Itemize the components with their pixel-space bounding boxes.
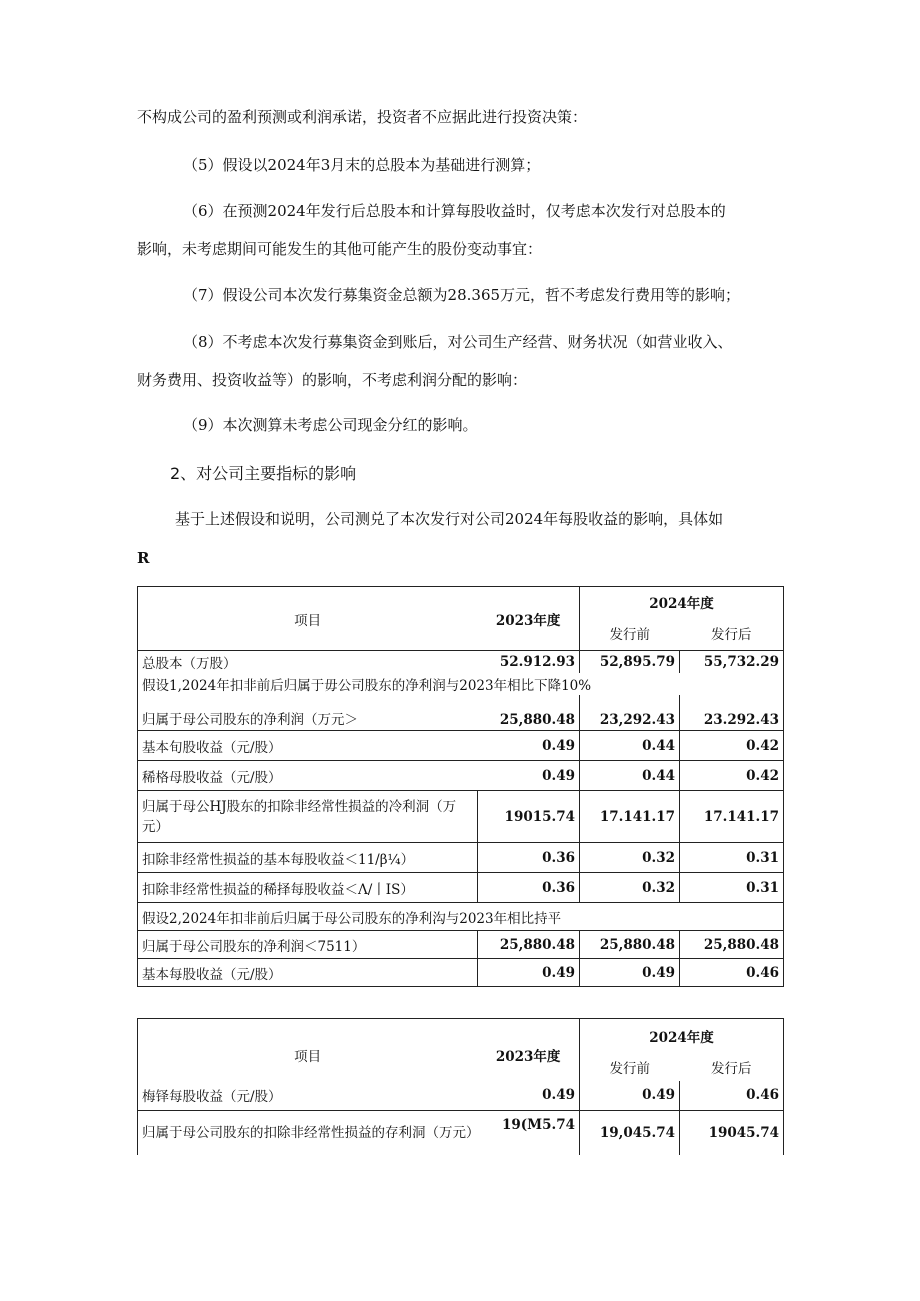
row-label: 基本每股收益（元/股） bbox=[138, 959, 478, 987]
assumption-8-line1: （8）不考虑本次发行募集资金到账后，对公司生产经营、财务状况（如营业收入、 bbox=[183, 333, 733, 351]
eps-table-1 bbox=[137, 586, 784, 987]
cell-after: 55,732.29 bbox=[680, 651, 784, 673]
table-row bbox=[138, 843, 784, 873]
cell-2023: 19015.74 bbox=[478, 791, 580, 843]
assumption-7: （7）假设公司本次发行募集资金总额为28.365万元，哲不考虑发行费用等的影响； bbox=[183, 286, 741, 304]
header-after: 发行后 bbox=[680, 617, 784, 651]
intro-line2: R bbox=[137, 549, 150, 567]
assumption-9: （9）本次测算未考虑公司现金分红的影响。 bbox=[183, 416, 478, 434]
header-after: 发行后 bbox=[680, 1053, 784, 1081]
table-row bbox=[138, 651, 784, 673]
table-row bbox=[138, 761, 784, 791]
assumption-5: （5）假设以2024年3月末的总股本为基础进行测算； bbox=[183, 156, 541, 174]
cell-before: 0.32 bbox=[580, 843, 680, 873]
header-2023: 2023年度 bbox=[495, 612, 561, 629]
intro-line1: 基于上述假设和说明，公司测兑了本次发行对公司2024年每股收益的影响，具体如 bbox=[175, 510, 724, 528]
cell-2023: 0.49 bbox=[478, 761, 580, 791]
table-row bbox=[138, 731, 784, 761]
header-before: 发行前 bbox=[580, 617, 680, 651]
cell-after: 17.141.17 bbox=[680, 791, 784, 843]
cell-2023: 0.49 bbox=[478, 959, 580, 987]
row-label: 梅铎每股收益（元/股） bbox=[138, 1081, 478, 1111]
cell-before: 19,045.74 bbox=[580, 1111, 680, 1155]
assumption-6-line2: 影响，未考虑期间可能发生的其他可能产生的股份变动事宜： bbox=[137, 240, 543, 258]
header-2023: 2023年度 bbox=[495, 1048, 561, 1065]
cell-2023: 0.36 bbox=[478, 873, 580, 903]
table-row bbox=[138, 873, 784, 903]
cell-after: 0.46 bbox=[680, 959, 784, 987]
row-label: 基本旬股收益（元/股） bbox=[138, 731, 478, 761]
header-2024: 2024年度 bbox=[580, 1019, 784, 1053]
eps-table-2 bbox=[137, 1018, 784, 1155]
cell-2023: 0.49 bbox=[478, 1081, 580, 1111]
cell-2023: 52.912.93 bbox=[478, 651, 580, 673]
table-row bbox=[138, 1081, 784, 1111]
cell-after: 19045.74 bbox=[680, 1111, 784, 1155]
table-row bbox=[138, 931, 784, 959]
cell-before: 0.44 bbox=[580, 761, 680, 791]
row-label: 扣除非经常性损益的稀择每股收益＜Λ/丨IS） bbox=[138, 873, 478, 903]
scenario-label: 假设2,2024年扣非前后归属于母公司股东的净利沟与2023年相比持平 bbox=[138, 903, 784, 931]
assumption-8-line2: 财务费用、投资收益等）的影响，不考虑利润分配的影响： bbox=[137, 371, 528, 389]
row-label: 归属于母公司股东的净利润（万元＞ bbox=[138, 695, 478, 731]
row-label: 稀格母股收益（元/股） bbox=[138, 761, 478, 791]
row-label: 归属于母公司股东的净利润＜7511） bbox=[138, 931, 478, 959]
header-before: 发行前 bbox=[580, 1053, 680, 1081]
cell-2023: 25,880.48 bbox=[478, 931, 580, 959]
cell-before: 0.32 bbox=[580, 873, 680, 903]
cell-2023: 25,880.48 bbox=[478, 695, 580, 731]
cell-after: 0.31 bbox=[680, 873, 784, 903]
cell-before: 0.44 bbox=[580, 731, 680, 761]
table-row bbox=[138, 695, 784, 731]
cell-2023: 19(M5.74 bbox=[478, 1111, 580, 1155]
cell-before: 0.49 bbox=[580, 959, 680, 987]
table-row bbox=[138, 1111, 784, 1155]
scenario-label: 假设1,2024年扣非前后归属于毋公司股东的净利润与2023年相比下降10% bbox=[138, 673, 784, 695]
header-item: 项目 bbox=[294, 612, 322, 629]
cell-after: 0.46 bbox=[680, 1081, 784, 1111]
cell-2023: 0.36 bbox=[478, 843, 580, 873]
cell-before: 25,880.48 bbox=[580, 931, 680, 959]
cell-after: 25,880.48 bbox=[680, 931, 784, 959]
header-item: 项目 bbox=[294, 1048, 322, 1065]
cell-before: 23,292.43 bbox=[580, 695, 680, 731]
cell-after: 0.31 bbox=[680, 843, 784, 873]
cell-after: 0.42 bbox=[680, 761, 784, 791]
header-2024: 2024年度 bbox=[580, 587, 784, 617]
table-row bbox=[138, 959, 784, 987]
cell-after: 0.42 bbox=[680, 731, 784, 761]
row-label: 归属于母公司股东的扣除非经常性损益的存利洞（万元） bbox=[138, 1111, 478, 1155]
scenario-row bbox=[138, 673, 784, 695]
paragraph-disclaimer: 不构成公司的盈利预测或利润承诺，投资者不应据此进行投资决策： bbox=[137, 108, 588, 126]
section-heading: 2、对公司主要指标的影响 bbox=[170, 464, 357, 483]
scenario-row bbox=[138, 903, 784, 931]
cell-before: 17.141.17 bbox=[580, 791, 680, 843]
row-label: 总股本（万股） bbox=[138, 651, 478, 673]
cell-before: 52,895.79 bbox=[580, 651, 680, 673]
row-label: 归属于母公HJ股东的扣除非经常性损益的冷利洞（万元） bbox=[138, 791, 478, 843]
cell-before: 0.49 bbox=[580, 1081, 680, 1111]
cell-after: 23.292.43 bbox=[680, 695, 784, 731]
assumption-6-line1: （6）在预测2024年发行后总股本和计算每股收益时，仅考虑本次发行对总股本的 bbox=[183, 202, 726, 220]
row-label: 扣除非经常性损益的基本每股收益＜11/β¼） bbox=[138, 843, 478, 873]
table-row bbox=[138, 791, 784, 843]
cell-2023: 0.49 bbox=[478, 731, 580, 761]
